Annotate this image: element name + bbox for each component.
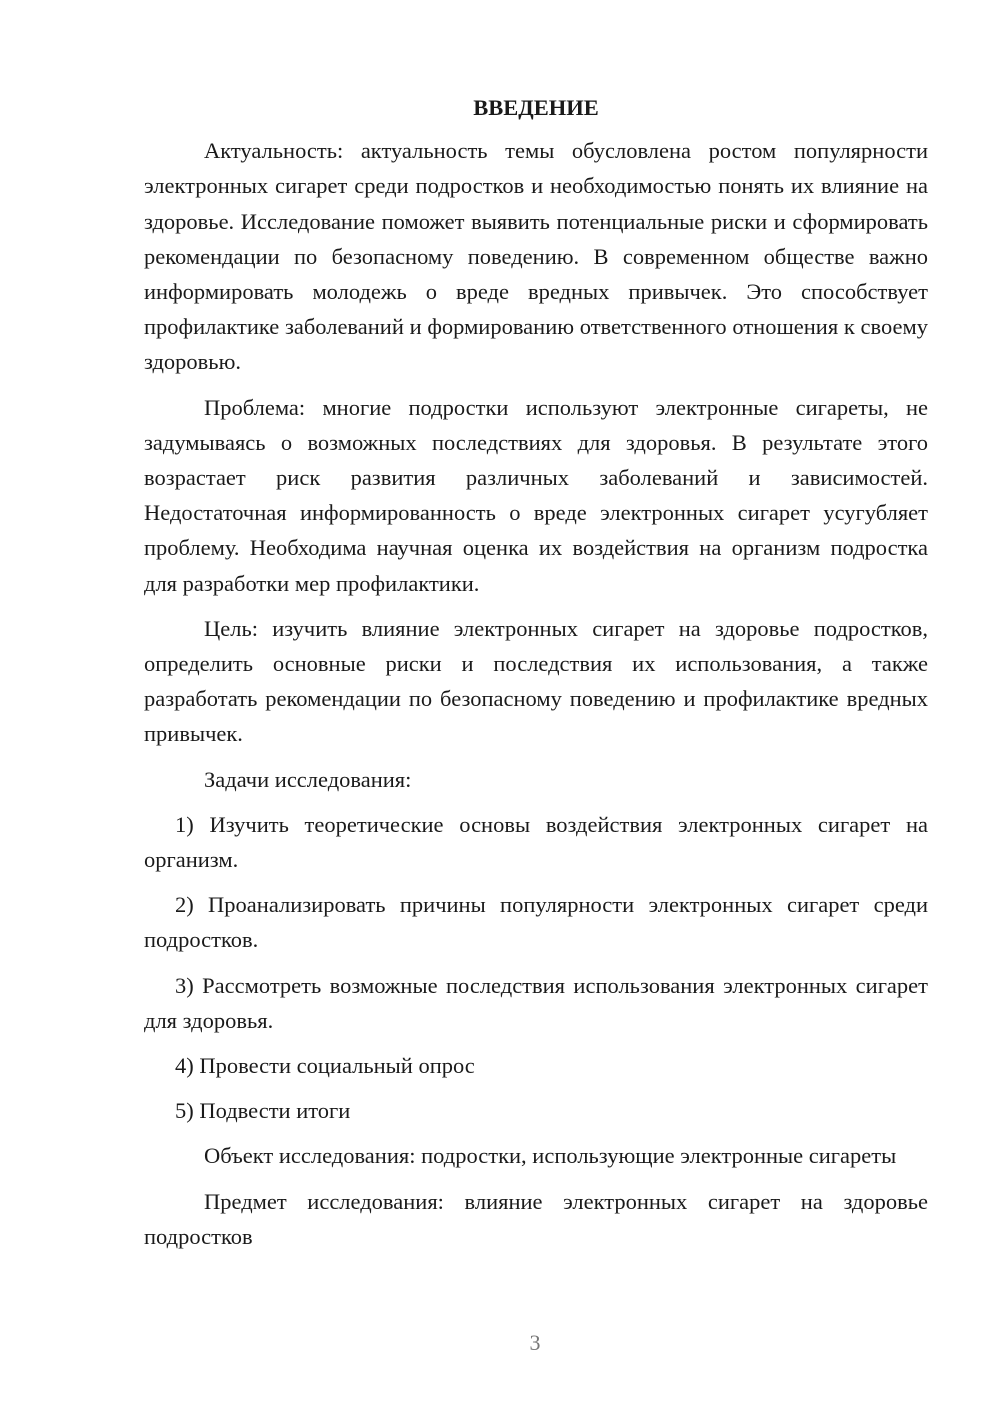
subject-paragraph: Предмет исследования: влияние электронных сигарет на здоровье подростков [144,1188,928,1249]
object-paragraph: Объект исследования: подростки, использующие электронные сигареты [204,1143,897,1169]
page-title: ВВЕДЕНИЕ [473,95,599,120]
tasks-list [144,807,928,1129]
goal-paragraph: Цель: изучить влияние электронных сигарет на здоровье подростков, определить основные риски и последствия их использования, а также разработать рекомендации по безопасному поведению и профилактике вредных привычек. [144,615,928,747]
task-item: 1) Изучить теоретические основы воздействия электронных сигарет на организм. [144,811,928,873]
task-item: 3) Рассмотреть возможные последствия использования электронных сигарет для здоровья. [144,972,928,1033]
problem-paragraph: Проблема: многие подростки используют электронные сигареты, не задумываясь о возможных последствиях для здоровья. В результате этого возрастает риск развития различных заболеваний и зависимостей. Недостаточная информированность о вреде электронных сигарет усугубляет проблему. Необходима научная оценка их воздействия на организм подростка для разработки мер профилактики. [144,394,928,596]
relevance-paragraph: Актуальность: актуальность темы обусловлена ростом популярности электронных сигарет среди подростков и необходимостью понять их влияние на здоровье. Исследование поможет выявить потенциальные риски и сформировать рекомендации по безопасному поведению. В современном обществе важно информировать молодежь о вреде вредных привычек. Это способствует профилактике заболеваний и формированию ответственного отношения к своему здоровью. [144,138,928,375]
task-item: 5) Подвести итоги [175,1098,351,1124]
page-content [144,90,928,1264]
task-item: 4) Провести социальный опрос [175,1053,475,1079]
tasks-heading: Задачи исследования: [204,766,412,792]
page-number: 3 [529,1330,541,1355]
task-item: 2) Проанализировать причины популярности электронных сигарет среди подростков. [144,892,928,953]
